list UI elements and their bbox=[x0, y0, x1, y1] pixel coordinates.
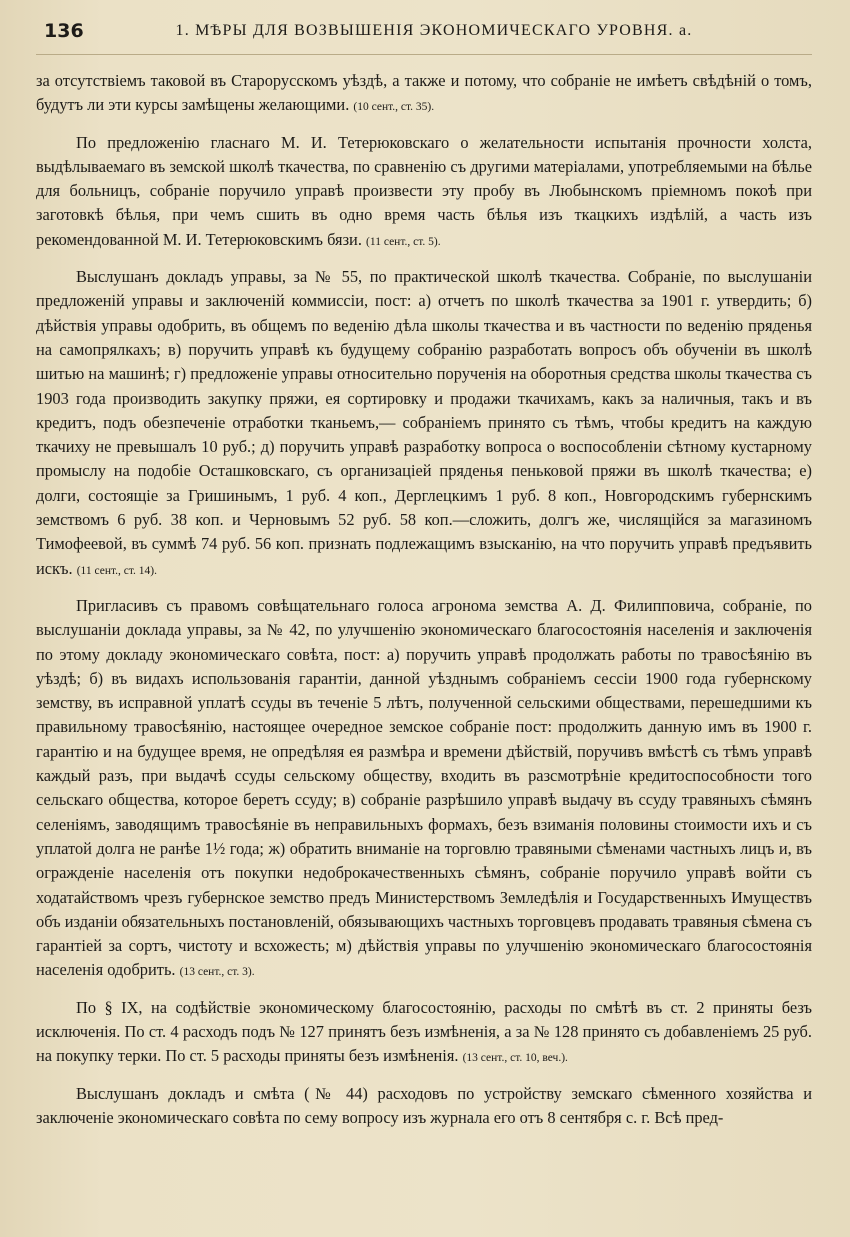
paragraph-text: По предложенію гласнаго М. И. Тетерюковскаго о желательности испытанія прочности холста, выдѣлываемаго въ земской школѣ ткачества, по сравненію съ другими матеріалами, употребляемыми на бѣлье для больницъ, собраніе поручило управѣ произвести эту пробу въ Любынскомъ пріемномъ покоѣ при заготовкѣ бѣлья, при чемъ сшить въ одно время часть бѣлья изъ ткацкихъ издѣлій, а часть изъ рекомендованной М. И. Тетерюковскимъ бязи. bbox=[36, 132, 812, 249]
running-title: 1. МѢРЫ ДЛЯ ВОЗВЫШЕНІЯ ЭКОНОМИЧЕСКАГО УРОВНЯ. а. bbox=[175, 22, 693, 39]
paragraph bbox=[36, 1082, 812, 1133]
session-reference: (11 сент., ст. 5). bbox=[366, 235, 441, 248]
page-header bbox=[36, 18, 812, 55]
paragraph-text: По § IX, на содѣйствіе экономическому благосостоянію, расходы по смѣтѣ въ ст. 2 приняты безъ исключенія. По ст. 4 расходъ подъ № 127 принятъ безъ измѣненія, а за № 128 принято съ добавленіемъ 25 руб. на покупку терки. По ст. 5 расходы приняты безъ измѣненія. bbox=[36, 997, 812, 1066]
page-number: 136 bbox=[44, 20, 84, 42]
body-text bbox=[36, 69, 812, 1132]
session-reference: (10 сент., ст. 35). bbox=[353, 101, 435, 114]
paragraph-text: Выслушанъ докладъ управы, за № 55, по практической школѣ ткачества. Собраніе, по выслушаніи предложеній управы и заключеній коммиссіи, пост: а) отчетъ по школѣ ткачества за 1901 г. утвердить; б) дѣйствія управы одобрить, въ общемъ по веденію дѣла школы ткачества и въ частности по веденію пряденья на самопрялкахъ; в) поручить управѣ къ будущему собранію разработать вопросъ объ обученіи въ школѣ шитью на машинѣ; г) предложеніе управы относительно порученія на оборотныя средства школы ткачества съ 1903 года производить закупку пряжи, ея сортировку и продажи ткачихамъ, какъ за наличныя, такъ и въ кредитъ, подъ обезпеченіе отработки тканьемъ,— собраніемъ принято съ тѣмъ, чтобы кредитъ на каждую ткачиху не превышалъ 10 руб.; д) поручить управѣ разработку вопроса о воспособленіи сѣтному кустарному промыслу на подобіе Осташковскаго, съ организаціей пряденья пеньковой пряжи въ школѣ ткачества; е) долги, состоящіе за Гришинымъ, 1 руб. 4 коп., Дерглецкимъ 1 руб. 8 коп., Новгородскимъ губернскимъ земствомъ 6 руб. 38 коп. и Черновымъ 52 руб. 58 коп.—сложить, долгъ же, числящійся за магазиномъ Тимофеевой, въ суммѣ 74 руб. 56 коп. признать подлежащимъ взысканію, на что поручить управѣ предъявить искъ. bbox=[36, 267, 812, 578]
session-reference: (11 сент., ст. 14). bbox=[76, 564, 157, 577]
paragraph-text: за отсутствіемъ таковой въ Старорусскомъ уѣздѣ, а также и потому, что собраніе не имѣетъ свѣдѣній о томъ, будутъ ли эти курсы замѣщены желающими. bbox=[36, 71, 812, 115]
paragraph-text: Выслушанъ докладъ и смѣта (№ 44) расходовъ по устройству земскаго сѣменного хозяйства и заключеніе экономическаго совѣта по сему вопросу изъ журнала его отъ 8 сентября с. г. Всѣ пред- bbox=[36, 1083, 812, 1127]
paragraph bbox=[36, 69, 812, 120]
session-reference: (13 сент., ст. 10, веч.). bbox=[462, 1052, 568, 1065]
paragraph bbox=[36, 131, 812, 254]
paragraph bbox=[36, 265, 812, 583]
session-reference: (13 сент., ст. 3). bbox=[179, 966, 255, 979]
paragraph bbox=[36, 996, 812, 1071]
paragraph bbox=[36, 594, 812, 985]
paragraph-text: Пригласивъ съ правомъ совѣщательнаго голоса агронома земства А. Д. Филипповича, собраніе, по выслушаніи доклада управы, за № 42, по улучшенію экономическаго благосостоянія населенія и заключенія по этому докладу экономическаго совѣта, пост: а) поручить управѣ продолжать работы по травосѣянію въ уѣздѣ; б) въ видахъ использованія гарантіи, данной уѣзднымъ собраніемъ сессіи 1900 года губернскому земству, въ исправной уплатѣ ссуды въ теченіе 5 лѣтъ, полученной сельскими обществами, перешедшими къ правильному травосѣянію, настоящее очередное земское собраніе пост: продолжить данную имъ въ 1900 г. гарантію и на будущее время, не опредѣляя ея размѣра и времени дѣйствій, поручивъ вмѣстѣ съ тѣмъ управѣ каждый разъ, при выдачѣ ссуды сельскому обществу, входить въ разсмотрѣніе кредитоспособности того сельскаго общества, которое беретъ ссуду; в) собраніе разрѣшило управѣ выдачу въ ссуду травяныхъ сѣмянъ селеніямъ, заводящимъ травосѣяніе въ неправильныхъ формахъ, безъ взиманія половины стоимости ихъ и съ уплатой долга не ранѣе 1½ года; ж) обратить вниманіе на торговлю травяными сѣменами частныхъ лицъ и, въ огражденіе населенія отъ покупки недоброкачественныхъ сѣмянъ, собраніе поручило управѣ войти съ ходатайствомъ чрезъ губернское земство предъ Министерствомъ Земледѣлія и Государственныхъ Имуществъ объ изданіи обязательныхъ постановленій, обязывающихъ частныхъ торговцевъ продавать травяныя сѣмена съ гарантіей за сортъ, чистоту и всхожесть; м) дѣйствія управы по улучшенію экономическаго благосостоянія населенія одобрить. bbox=[36, 595, 812, 980]
